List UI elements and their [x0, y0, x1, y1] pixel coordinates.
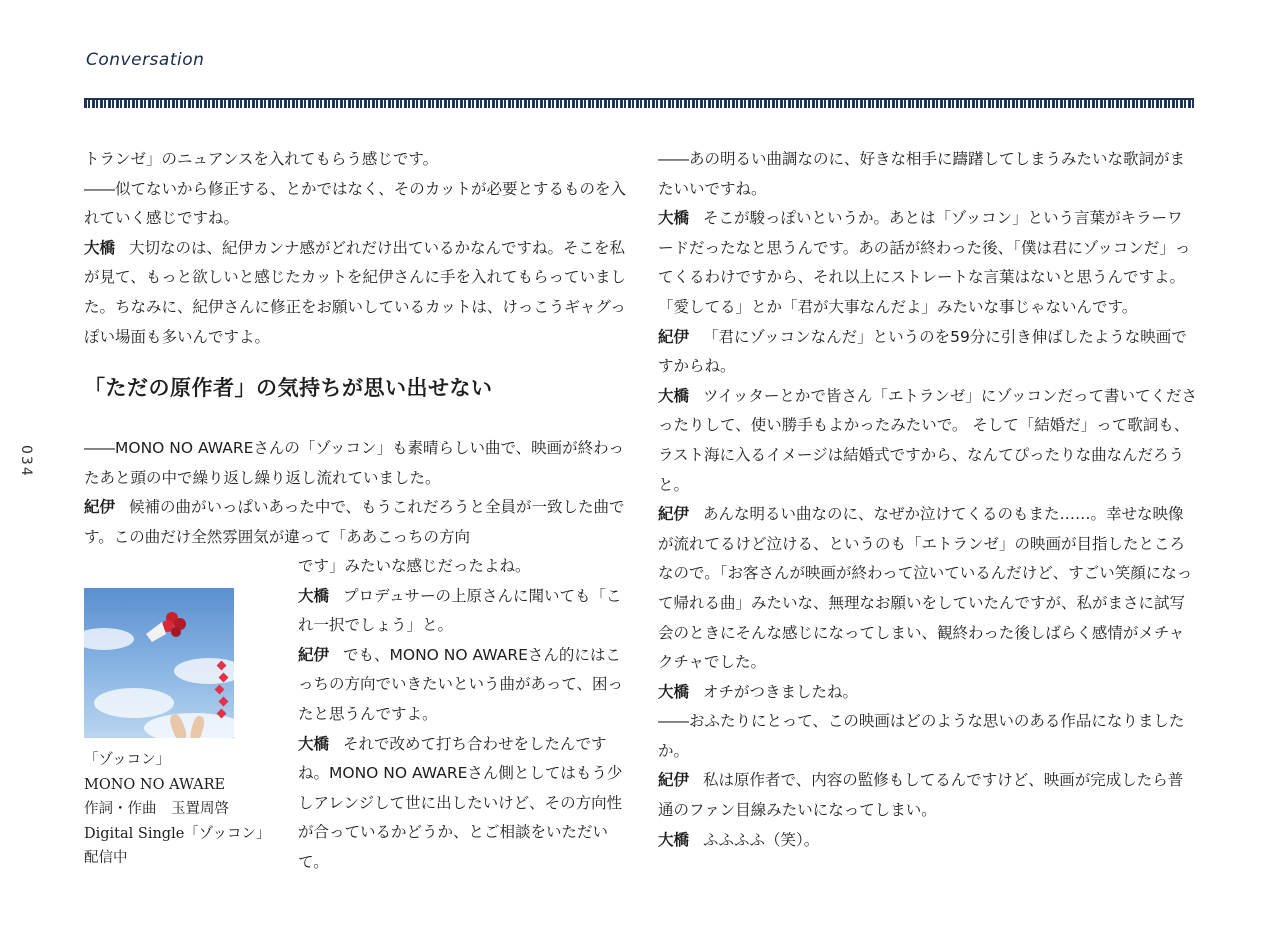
paragraph: 紀伊 あんな明るい曲なのに、なぜか泣けてくるのもまた……。幸せな映像が流れてるけど泣ける、というのも「エトランゼ」の映画が目指したところなので。「お客さんが映画が終わって泣いているんだけど、すごい笑顔になって帰れる曲」みたいな、無理なお願いをしていたんですが、私がまさに試写会のときにそんな感じになってしまい、観終わった後しばらく感情がメチャクチャでした。	[658, 505, 1193, 672]
paragraph: 紀伊 「君にゾッコンなんだ」というのを59分に引き伸ばしたような映画ですからね。	[658, 327, 1187, 376]
paragraph: です」みたいな感じだったよね。	[298, 557, 531, 575]
speaker-label: 大橋	[84, 238, 116, 257]
paragraph: 大橋 大切なのは、紀伊カンナ感がどれだけ出ているかなんですね。そこを私が見て、もっと欲しいと感じたカットを紀伊さんに手を入れてもらっていました。ちなみに、紀伊さんに修正をお願いしているカットは、けっこうギャグっぽい場面も多いんですよ。	[84, 238, 627, 346]
paragraph: 紀伊 候補の曲がいっぱいあった中で、もうこれだろうと全員が一致した曲です。この曲だけ全然雰囲気が違って「ああこっちの方向	[84, 498, 625, 546]
album-caption	[84, 748, 294, 871]
paragraph: ――似てないから修正する、とかではなく、そのカットが必要とするものを入れていく感じですね。	[84, 179, 627, 228]
section-heading: 「ただの原作者」の気持ちが思い出せない	[84, 376, 493, 400]
paragraph: 大橋 ツイッターとかで皆さん「エトランゼ」にゾッコンだって書いてくださったりして、使い勝手もよかったみたいで。 そして「結婚だ」って歌詞も、ラスト海に入るイメージは結婚式ですから、なんてぴったりな曲なんだろうと。	[658, 386, 1198, 494]
page-number: 034	[18, 445, 34, 478]
bouquet-icon	[142, 604, 188, 644]
caption-artist: MONO NO AWARE	[84, 776, 226, 793]
left-column-top	[84, 145, 629, 352]
speaker-label: 大橋	[298, 586, 330, 605]
speaker-label: 紀伊	[84, 498, 116, 517]
caption-title: 「ゾッコン」	[84, 752, 171, 768]
caption-release: Digital Single「ゾッコン」	[84, 825, 271, 842]
paragraph: 大橋 ふふふふ（笑）。	[658, 830, 820, 849]
right-column	[658, 145, 1198, 855]
speaker-label: 大橋	[658, 386, 690, 405]
speaker-label: 大橋	[658, 682, 690, 701]
decorative-rule	[84, 98, 1194, 108]
speaker-label: 大橋	[658, 830, 690, 849]
paragraph: ――MONO NO AWAREさんの「ゾッコン」も素晴らしい曲で、映画が終わったあと頭の中で繰り返し繰り返し流れていました。	[84, 439, 625, 487]
caption-status: 配信中	[84, 850, 128, 866]
paragraph: 大橋 オチがつきましたね。	[658, 682, 859, 701]
paragraph: 紀伊 でも、MONO NO AWAREさん的にはこっちの方向でいきたいという曲があって、困ったと思うんですよ。	[298, 645, 624, 723]
section-label: Conversation	[86, 50, 205, 70]
left-column-inset	[298, 552, 628, 878]
paragraph: 大橋 そこが駿っぽいというか。あとは「ゾッコン」という言葉がキラーワードだったなと思うんです。あの話が終わった後、「僕は君にゾッコンだ」ってくるわけですから、それ以上にストレートな言葉はないと思うんですよ。「愛してる」とか「君が大事なんだよ」みたいな事じゃないんです。	[658, 209, 1191, 316]
album-cover-image	[84, 588, 234, 738]
paragraph: 紀伊 私は原作者で、内容の監修もしてるんですけど、映画が完成したら普通のファン目線みたいになってしまい。	[658, 771, 1184, 820]
paragraph: トランゼ」のニュアンスを入れてもらう感じです。	[84, 150, 439, 168]
speaker-label: 紀伊	[658, 327, 690, 346]
speaker-label: 大橋	[298, 734, 330, 753]
speaker-label: 大橋	[658, 209, 690, 228]
paragraph: 大橋 それで改めて打ち合わせをしたんですね。MONO NO AWAREさん側としてはもう少しアレンジして世に出したいけど、その方向性が合っているかどうか、とご相談をいただいて。	[298, 734, 623, 871]
speaker-label: 紀伊	[298, 645, 330, 664]
caption-credit: 作詞・作曲 玉置周啓	[84, 801, 229, 817]
paragraph: ――あの明るい曲調なのに、好きな相手に躊躇してしまうみたいな歌詞がまたいいですね。	[658, 150, 1186, 198]
left-column-middle	[84, 434, 629, 552]
speaker-label: 紀伊	[658, 771, 690, 790]
speaker-label: 紀伊	[658, 505, 690, 524]
paragraph: ――おふたりにとって、この映画はどのような思いのある作品になりましたか。	[658, 712, 1185, 760]
paragraph: 大橋 プロデュサーの上原さんに聞いても「これ一択でしょう」と。	[298, 586, 622, 635]
